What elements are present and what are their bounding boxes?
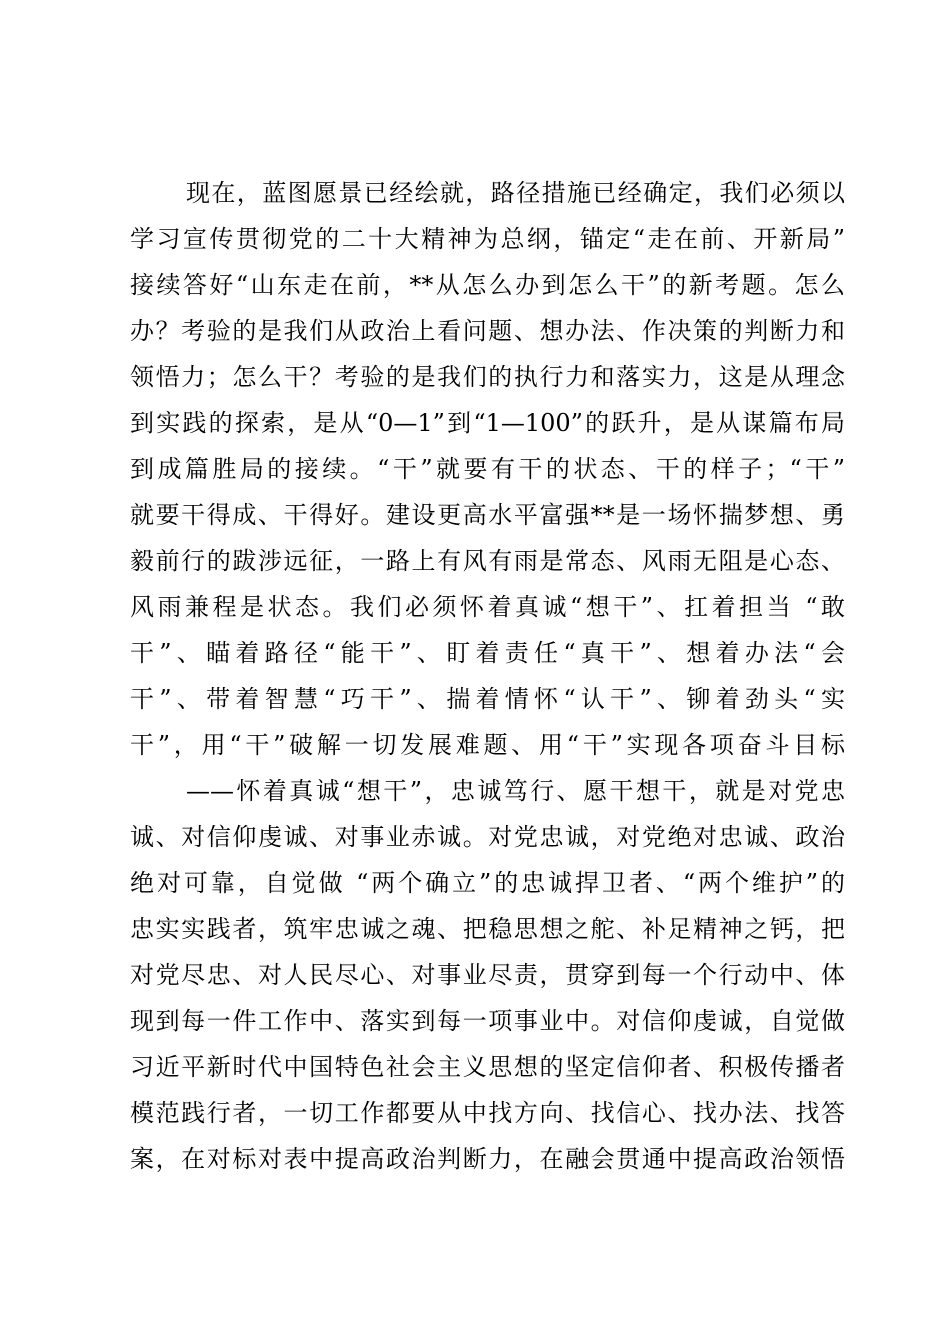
paragraph-2-line-4: 忠实实践者，筑牢忠诚之魂、把稳思想之舵、补足精神之钙，把 <box>130 915 845 943</box>
paragraph-2-line-1: ——怀着真诚“想干”，忠诚笃行、愿干想干，就是对党忠 <box>186 777 845 805</box>
paragraph-1-line-3: 接续答好“山东走在前，**从怎么办到怎么干”的新考题。怎么 <box>130 271 845 299</box>
paragraph-1-line-11: 干”、瞄着路径“能干”、盯着责任“真干”、想着办法“会 <box>130 639 845 667</box>
paragraph-2-line-3: 绝对可靠，自觉做 “两个确立”的忠诚捍卫者、“两个维护”的 <box>130 869 845 897</box>
paragraph-2-line-8: 模范践行者，一切工作都要从中找方向、找信心、找办法、找答 <box>130 1099 845 1127</box>
paragraph-1-line-5: 领悟力；怎么干？考验的是我们的执行力和落实力，这是从理念 <box>130 363 845 391</box>
paragraph-1-line-10: 风雨兼程是状态。我们必须怀着真诚“想干”、扛着担当 “敢 <box>130 593 845 621</box>
paragraph-1-line-9: 毅前行的跋涉远征，一路上有风有雨是常态、风雨无阻是心态、 <box>130 547 845 575</box>
paragraph-1-line-4: 办？考验的是我们从政治上看问题、想办法、作决策的判断力和 <box>130 317 845 345</box>
paragraph-1-line-6: 到实践的探索，是从“0—1”到“1—100”的跃升，是从谋篇布局 <box>130 409 845 437</box>
paragraph-2-line-9: 案，在对标对表中提高政治判断力，在融会贯通中提高政治领悟 <box>130 1145 845 1173</box>
paragraph-1-line-13: 干”，用“干”破解一切发展难题、用“干”实现各项奋斗目标 <box>130 731 845 759</box>
paragraph-1-line-2: 学习宣传贯彻党的二十大精神为总纲，锚定“走在前、开新局” <box>130 225 845 253</box>
paragraph-2-line-6: 现到每一件工作中、落实到每一项事业中。对信仰虔诚，自觉做 <box>130 1007 845 1035</box>
paragraph-2-line-7: 习近平新时代中国特色社会主义思想的坚定信仰者、积极传播者 <box>130 1053 845 1081</box>
paragraph-1-line-1: 现在，蓝图愿景已经绘就，路径措施已经确定，我们必须以 <box>186 179 845 207</box>
paragraph-1-line-8: 就要干得成、干得好。建设更高水平富强**是一场怀揣梦想、勇 <box>130 501 845 529</box>
paragraph-2-line-5: 对党尽忠、对人民尽心、对事业尽责，贯穿到每一个行动中、体 <box>130 961 845 989</box>
paragraph-1-line-7: 到成篇胜局的接续。“干”就要有干的状态、干的样子；“干” <box>130 455 845 483</box>
paragraph-1-line-12: 干”、带着智慧“巧干”、揣着情怀“认干”、铆着劲头“实 <box>130 685 845 713</box>
paragraph-2-line-2: 诚、对信仰虔诚、对事业赤诚。对党忠诚，对党绝对忠诚、政治 <box>130 823 845 851</box>
